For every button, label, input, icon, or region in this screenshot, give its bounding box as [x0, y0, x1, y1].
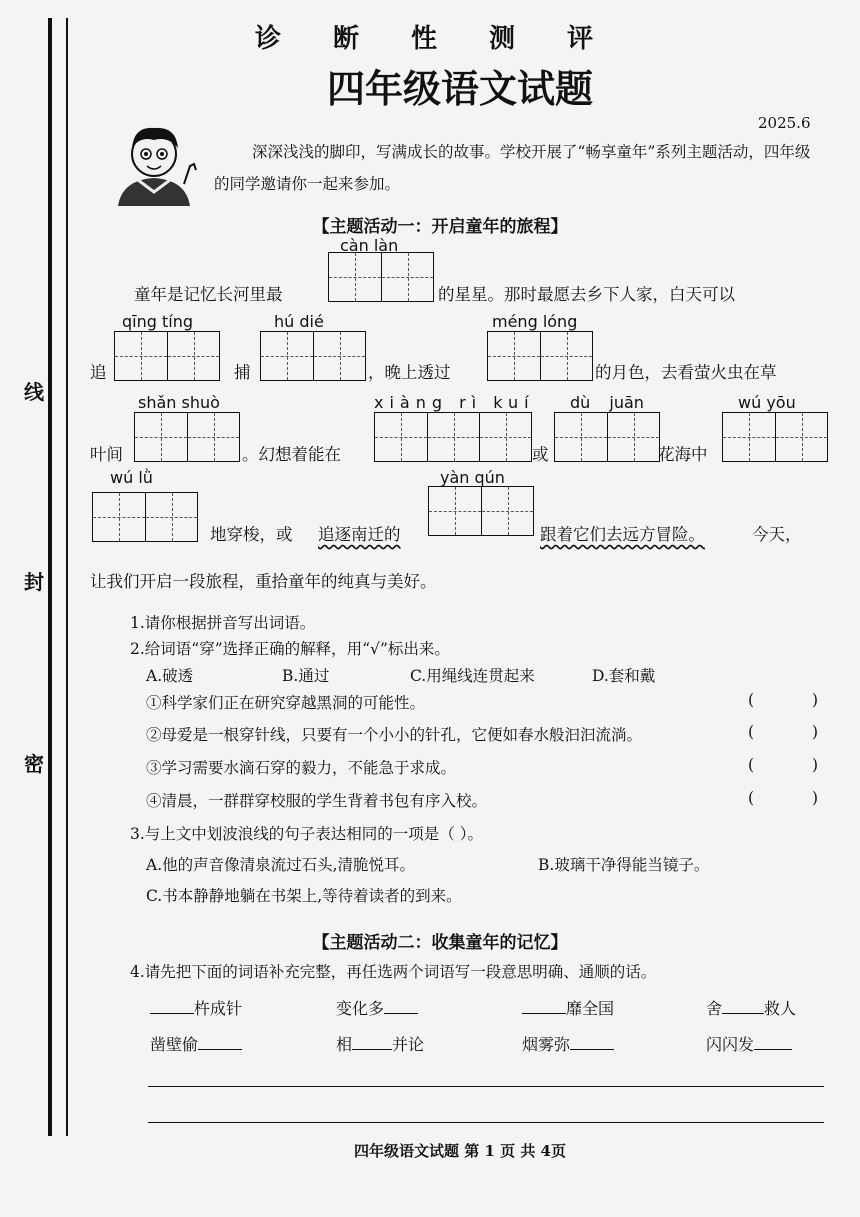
answer-grid-hudie[interactable] — [260, 331, 366, 381]
idiom-text: 靡全国 — [566, 999, 615, 1018]
writing-line[interactable] — [148, 1086, 824, 1087]
pinyin-dujuan: dù juān — [570, 393, 644, 412]
idiom-fill-3[interactable] — [522, 996, 614, 1019]
page-footer: 四年级语文试题 第 1 页 共 4页 — [354, 1142, 566, 1160]
idiom-text: 变化多 — [336, 999, 385, 1018]
writing-line[interactable] — [148, 1122, 824, 1123]
idiom-fill-5[interactable] — [150, 1032, 242, 1055]
idiom-text: 救人 — [764, 999, 797, 1018]
idiom-text: 烟雾弥 — [522, 1035, 571, 1054]
answer-grid-menglong[interactable] — [487, 331, 593, 381]
pinyin-wuyou: wú yōu — [738, 393, 796, 412]
passage-text: 的月色，去看萤火虫在草 — [595, 363, 777, 382]
pinyin-shanshuo: shǎn shuò — [138, 393, 220, 412]
q2-option-d: D.套和戴 — [592, 667, 656, 685]
passage-text: 。幻想着能在 — [242, 445, 341, 464]
answer-paren-left[interactable]: ( — [748, 691, 755, 709]
wavy-underlined-text: 跟着它们去远方冒险。 — [540, 525, 705, 544]
pinyin-qingting: qīng tíng — [122, 312, 193, 331]
idiom-text: 并论 — [392, 1035, 425, 1054]
binding-margin-line — [48, 18, 68, 1136]
q3-option-a: A.他的声音像清泉流过石头,清脆悦耳。 — [146, 856, 416, 874]
passage-text: 让我们开启一段旅程，重拾童年的纯真与美好。 — [90, 572, 437, 591]
q2-item-4: ④清晨，一群群穿校服的学生背着书包有序入校。 — [146, 792, 488, 810]
question-1: 1.请你根据拼音写出词语。 — [130, 614, 316, 632]
answer-grid-wuyou[interactable] — [722, 412, 828, 462]
passage-text: 或 — [532, 445, 549, 464]
answer-grid-wulu[interactable] — [92, 492, 198, 542]
exam-type-heading: 诊断性测评 — [254, 24, 645, 54]
pinyin-menglong: méng lóng — [492, 312, 578, 331]
answer-grid-qingting[interactable] — [114, 331, 220, 381]
answer-grid-canlan[interactable] — [328, 252, 434, 302]
q2-item-2: ②母爱是一根穿针线，只要有一个小小的针孔，它便如春水般汩汩流淌。 — [146, 726, 643, 744]
idiom-fill-1[interactable] — [150, 996, 242, 1019]
section-one-title: 【主题活动一：开启童年的旅程】 — [312, 217, 568, 237]
idiom-fill-6[interactable] — [336, 1032, 424, 1055]
idiom-text: 舍 — [706, 999, 723, 1018]
idiom-text: 闪闪发 — [706, 1035, 755, 1054]
passage-text: 地穿梭，或 — [210, 525, 293, 544]
idiom-text: 凿壁偷 — [150, 1035, 199, 1054]
exam-date: 2025.6 — [758, 114, 811, 132]
binding-label-seal: 封 — [24, 570, 44, 594]
idiom-text: 相 — [336, 1035, 353, 1054]
passage-text: 叶间 — [90, 445, 123, 464]
answer-paren-left[interactable]: ( — [748, 756, 755, 774]
cartoon-boy-illustration — [108, 118, 200, 208]
question-4-stem: 4.请先把下面的词语补充完整，再任选两个词语写一段意思明确、通顺的话。 — [130, 963, 657, 981]
passage-text: 花海中 — [658, 445, 708, 464]
binding-label-line: 线 — [24, 380, 44, 404]
q2-option-b: B.通过 — [282, 667, 330, 685]
answer-grid-yanqun[interactable] — [428, 486, 534, 536]
passage-text: 的星星。那时最愿去乡下人家，白天可以 — [438, 285, 735, 304]
idiom-fill-8[interactable] — [706, 1032, 792, 1055]
q3-option-c: C.书本静静地躺在书架上,等待着读者的到来。 — [146, 887, 462, 905]
q2-option-a: A.破透 — [146, 667, 194, 685]
answer-paren-left[interactable]: ( — [748, 789, 755, 807]
question-3-stem: 3.与上文中划波浪线的句子表达相同的一项是（ ）。 — [130, 825, 483, 843]
idiom-fill-2[interactable] — [336, 996, 418, 1019]
passage-text: 捕 — [234, 363, 251, 382]
pinyin-xiangrikui: xiàng rì kuí — [374, 393, 535, 412]
intro-paragraph: 深深浅浅的脚印，写满成长的故事。学校开展了“畅享童年”系列主题活动，四年级的同学邀请你一起来参加。 — [214, 143, 811, 193]
answer-paren-left[interactable]: ( — [748, 723, 755, 741]
pinyin-yanqun: yàn qún — [440, 468, 505, 487]
q2-item-1: ①科学家们正在研究穿越黑洞的可能性。 — [146, 694, 426, 712]
passage-text: 今天， — [752, 525, 802, 544]
q2-item-3: ③学习需要水滴石穿的毅力，不能急于求成。 — [146, 759, 457, 777]
answer-grid-xiangrikui[interactable] — [374, 412, 532, 462]
binding-label-close: 密 — [24, 752, 44, 776]
passage-text: ，晚上透过 — [368, 363, 451, 382]
answer-paren-right: ) — [812, 789, 819, 807]
pinyin-canlan: càn làn — [340, 236, 399, 255]
answer-grid-shanshuo[interactable] — [134, 412, 240, 462]
pinyin-hudie: hú dié — [274, 312, 324, 331]
section-two-title: 【主题活动二：收集童年的记忆】 — [312, 933, 568, 953]
question-2-stem: 2.给词语“穿”选择正确的解释，用“√”标出来。 — [130, 640, 450, 658]
answer-grid-dujuan[interactable] — [554, 412, 660, 462]
answer-paren-right: ) — [812, 723, 819, 741]
q3-option-b: B.玻璃干净得能当镜子。 — [538, 856, 710, 874]
idiom-fill-4[interactable] — [706, 996, 796, 1019]
passage-text: 追 — [90, 363, 107, 382]
page-title: 四年级语文试题 — [326, 66, 593, 111]
pinyin-wulu: wú lǜ — [110, 468, 153, 487]
idiom-fill-7[interactable] — [522, 1032, 614, 1055]
answer-paren-right: ) — [812, 756, 819, 774]
passage-text: 童年是记忆长河里最 — [134, 285, 283, 304]
idiom-text: 杵成针 — [194, 999, 243, 1018]
q2-option-c: C.用绳线连贯起来 — [410, 667, 535, 685]
wavy-underlined-text: 追逐南迁的 — [318, 525, 401, 544]
answer-paren-right: ) — [812, 691, 819, 709]
